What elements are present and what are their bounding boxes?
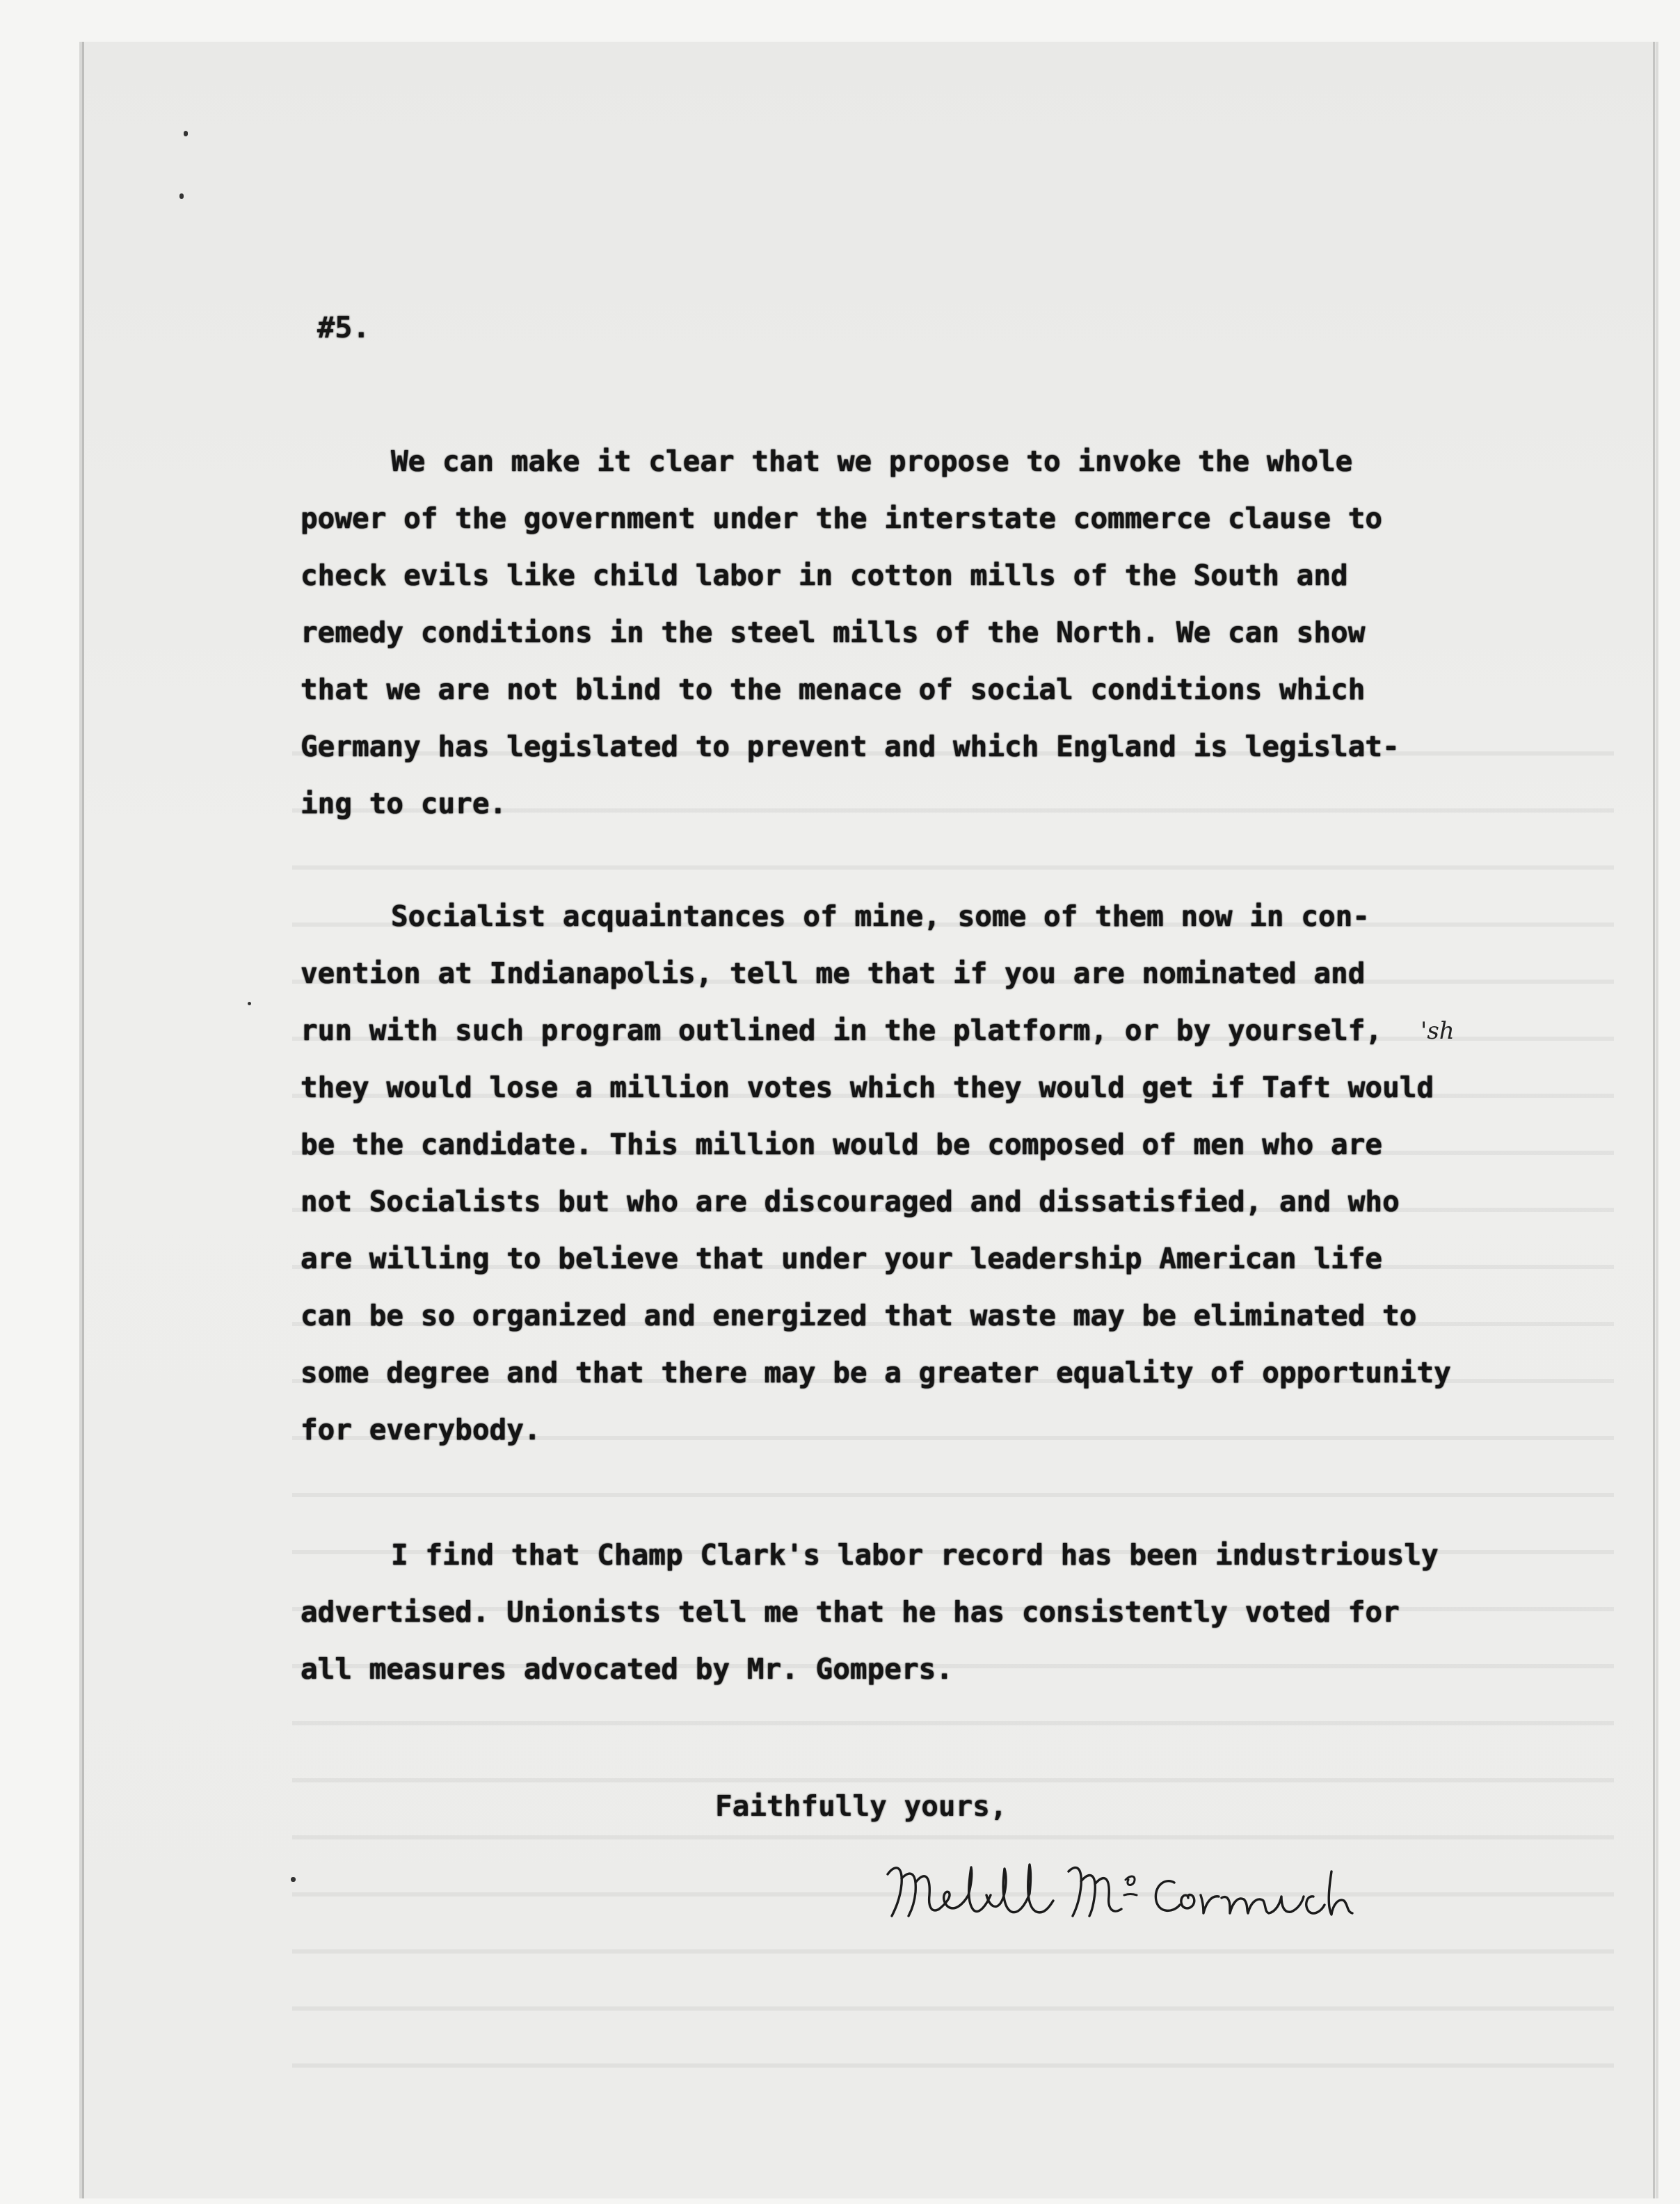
text-line: advertised. Unionists tell me that he has consistently voted for xyxy=(301,1595,1400,1629)
sheet-edge-right xyxy=(1653,42,1655,2198)
handwritten-annotation: 'sh xyxy=(1421,1017,1455,1045)
text-line: I find that Champ Clark's labor record has been industriously xyxy=(391,1538,1439,1572)
text-line: power of the government under the interstate commerce clause to xyxy=(301,502,1383,535)
page-number: #5. xyxy=(317,310,370,344)
text-line: We can make it clear that we propose to invoke the whole xyxy=(391,445,1353,478)
closing-line: Faithfully yours, xyxy=(715,1789,1007,1823)
scan-speck xyxy=(184,131,188,136)
handwritten-signature xyxy=(882,1844,1355,1934)
scan-speck xyxy=(291,1877,296,1882)
text-line: vention at Indianapolis, tell me that if you are nominated and xyxy=(301,957,1366,990)
paragraph-1 xyxy=(301,433,1400,832)
scan-speck xyxy=(179,193,184,199)
text-line: check evils like child labor in cotton mills of the South and xyxy=(301,559,1348,592)
scan-speck xyxy=(248,1002,251,1005)
sheet-edge-left xyxy=(82,42,84,2198)
text-line: are willing to believe that under your leadership American life xyxy=(301,1242,1383,1275)
paragraph-3 xyxy=(301,1526,1439,1698)
text-line: run with such program outlined in the platform, or by yourself, xyxy=(301,1014,1383,1047)
text-line: be the candidate. This million would be composed of men who are xyxy=(301,1128,1383,1161)
text-line: ing to cure. xyxy=(301,787,507,820)
paragraph-2 xyxy=(301,888,1451,1458)
text-line: can be so organized and energized that waste may be eliminated to xyxy=(301,1299,1417,1332)
text-line: Germany has legislated to prevent and which England is legislat- xyxy=(301,730,1400,763)
text-line: that we are not blind to the menace of social conditions which xyxy=(301,673,1366,706)
text-line: all measures advocated by Mr. Gompers. xyxy=(301,1652,953,1686)
text-line: Socialist acquaintances of mine, some of them now in con- xyxy=(391,900,1370,933)
text-line: not Socialists but who are discouraged and dissatisfied, and who xyxy=(301,1185,1400,1218)
text-line: they would lose a million votes which they would get if Taft would xyxy=(301,1071,1434,1104)
text-line: some degree and that there may be a greater equality of opportunity xyxy=(301,1356,1451,1389)
text-line: remedy conditions in the steel mills of the North. We can show xyxy=(301,616,1366,649)
text-line: for everybody. xyxy=(301,1413,541,1446)
